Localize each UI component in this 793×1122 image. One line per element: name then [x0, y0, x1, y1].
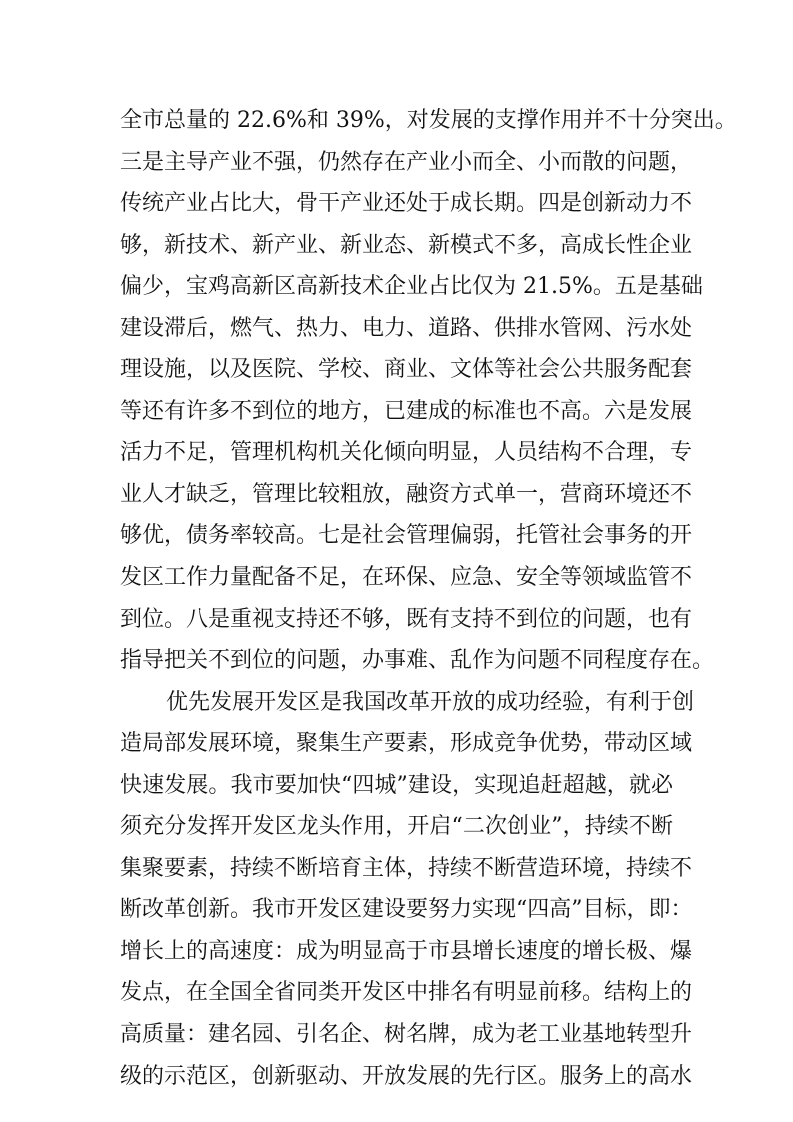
text-line: 够优，债务率较高。七是社会管理偏弱，托管社会事务的开: [120, 523, 693, 549]
text-line: 发点，在全国全省同类开发区中排名有明显前移。结构上的: [120, 980, 693, 1006]
text-line: 须充分发挥开发区龙头作用，开启“二次创业”，持续不断: [120, 814, 673, 840]
text-line: 全市总量的 22.6%和 39%，对发展的支撑作用并不十分突出。: [120, 108, 737, 133]
text-line: 偏少，宝鸡高新区高新技术企业占比仅为 21.5%。五是基础: [120, 274, 703, 300]
text-line: 发区工作力量配备不足，在环保、应急、安全等领域监管不: [120, 565, 693, 591]
text-line: 理设施，以及医院、学校、商业、文体等社会公共服务配套: [120, 357, 693, 383]
text-line: 等还有许多不到位的地方，已建成的标准也不高。六是发展: [120, 398, 693, 424]
text-line: 断改革创新。我市开发区建设要努力实现“四高”目标，即：: [120, 897, 693, 923]
text-line: 集聚要素，持续不断培育主体，持续不断营造环境，持续不: [120, 855, 693, 881]
text-line: 三是主导产业不强，仍然存在产业小而全、小而散的问题，: [120, 149, 693, 175]
text-line: 到位。八是重视支持还不够，既有支持不到位的问题，也有: [120, 606, 693, 632]
text-line: 造局部发展环境，聚集生产要素，形成竞争优势，带动区域: [120, 731, 693, 757]
text-line: 建设滞后，燃气、热力、电力、道路、供排水管网、污水处: [120, 315, 693, 341]
text-line: 够，新技术、新产业、新业态、新模式不多，高成长性企业: [120, 232, 693, 258]
text-line: 快速发展。我市要加快“四城”建设，实现追赶超越，就必: [120, 772, 673, 798]
paragraph: [120, 100, 737, 682]
text-line: 优先发展开发区是我国改革开放的成功经验，有利于创: [166, 689, 695, 715]
paragraph: [120, 682, 695, 1097]
text-line: 业人才缺乏，管理比较粗放，融资方式单一，营商环境还不: [120, 481, 693, 507]
text-line: 增长上的高速度：成为明显高于市县增长速度的增长极、爆: [120, 938, 693, 964]
text-line: 指导把关不到位的问题，办事难、乱作为问题不同程度存在。: [120, 648, 715, 674]
text-line: 级的示范区，创新驱动、开放发展的先行区。服务上的高水: [120, 1063, 693, 1089]
text-line: 活力不足，管理机构机关化倾向明显，人员结构不合理，专: [120, 440, 693, 466]
document-page: [120, 100, 737, 1097]
text-line: 高质量：建名园、引名企、树名牌，成为老工业基地转型升: [120, 1022, 693, 1048]
text-line: 传统产业占比大，骨干产业还处于成长期。四是创新动力不: [120, 191, 693, 217]
